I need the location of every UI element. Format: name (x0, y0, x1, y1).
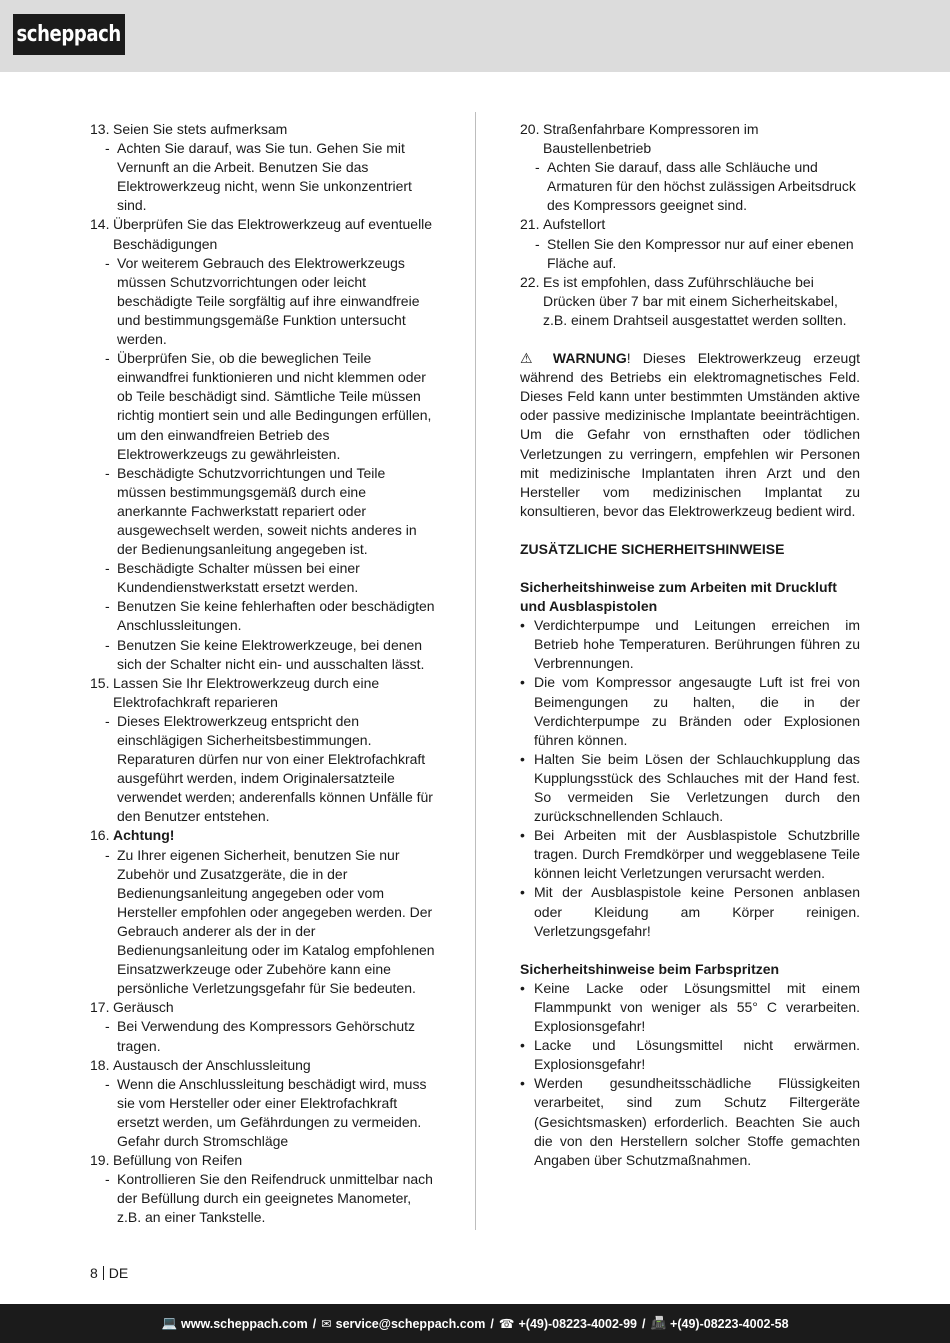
list-item-21: 21. Aufstellort (520, 216, 606, 233)
fax-number: +(49)-08223-4002-58 (670, 1316, 789, 1331)
list-item-19: 19. Befüllung von Reifen (90, 1152, 243, 1169)
list-item-22: 22. Es ist empfohlen, dass Zuführschläuche bei Drücken über 7 bar mit einem Sicherheitskabel, z.B. einem Drahtseil ausgestattet werden sollten. (520, 273, 847, 328)
left-column (90, 120, 436, 1227)
computer-icon: 💻 (161, 1316, 178, 1330)
bullet-item: • Werden gesundheitsschädliche Flüssigkeiten verarbeitet, sind zum Schutz Filtergeräte (Gesichtsmasken) erforderlich. Beachten Sie auch die von den Herstellern solcher Stoffe gemachten Angaben über Schutzmaßnahmen. (520, 1074, 860, 1169)
list-item-13: 13. Seien Sie stets aufmerksam (90, 121, 288, 137)
header-bar (0, 0, 950, 72)
list-subitem: - Vor weiterem Gebrauch des Elektrowerkzeugs müssen Schutzvorrichtungen oder leicht beschädigte Teile sorgfältig auf ihre einwandfreie und bestimmungsgemäße Funktion untersucht werden. (90, 254, 436, 349)
subsection-title-farbspritzen: Sicherheitshinweise beim Farbspritzen (520, 960, 780, 977)
list-item-14: 14. Überprüfen Sie das Elektrowerkzeug auf eventuelle Beschädigungen (90, 216, 433, 252)
phone-number[interactable]: +(49)-08223-4002-99 (518, 1316, 637, 1331)
list-subitem: - Überprüfen Sie, ob die beweglichen Teile einwandfrei funktionieren und nicht klemmen oder ob Teile beschädigt sind. Sämtliche Teile müssen richtig montiert sein und alle Bedingungen erfüllen, um den einwandfreien Betrieb des Elektrowerkzeugs zu gewährleisten. (90, 349, 436, 464)
email-link[interactable]: service@scheppach.com (335, 1316, 486, 1331)
phone-icon: ☎ (498, 1317, 515, 1331)
list-subitem: - Benutzen Sie keine fehlerhaften oder beschädigten Anschlussleitungen. (90, 597, 436, 635)
bullet-item: • Lacke und Lösungsmittel nicht erwärmen. Explosionsgefahr! (520, 1036, 860, 1074)
list-subitem: - Beschädigte Schalter müssen bei einer Kundendienstwerkstatt ersetzt werden. (90, 559, 436, 597)
mail-icon: ✉ (321, 1317, 332, 1331)
warning-paragraph (520, 349, 860, 521)
list-item-17: 17. Geräusch (90, 999, 174, 1016)
section-title: ZUSÄTZLICHE SICHERHEITSHINWEISE (520, 540, 785, 557)
warning-icon: ⚠ (520, 350, 541, 367)
bullet-item: • Mit der Ausblaspistole keine Personen anblasen oder Kleidung am Körper reinigen. Verletzungsgefahr! (520, 883, 860, 940)
bullet-item: • Keine Lacke oder Lösungsmittel mit einem Flammpunkt von weniger als 55° C verarbeiten. Explosionsgefahr! (520, 979, 860, 1036)
list-subitem: - Achten Sie darauf, dass alle Schläuche und Armaturen für den höchst zulässigen Arbeitsdruck des Kompressors geeignet sind. (520, 158, 860, 215)
bullet-item: • Verdichterpumpe und Leitungen erreichen im Betrieb hohe Temperaturen. Berührungen führen zu Verbrennungen. (520, 616, 860, 673)
warning-label: WARNUNG (552, 350, 627, 367)
list-subitem: - Zu Ihrer eigenen Sicherheit, benutzen Sie nur Zubehör und Zusatzgeräte, die in der Bedienungsanleitung angegeben oder vom Hersteller empfohlen oder angegeben werden. Der Gebrauch anderer als der in der Bedienungsanleitung oder im Katalog empfohlenen Einsatzwerkzeuge oder Zubehöre kann eine persönliche Verletzungsgefahr für Sie bedeuten. (90, 846, 436, 999)
list-subitem: - Wenn die Anschlussleitung beschädigt wird, muss sie vom Hersteller oder einer Elektrofachkraft ersetzt werden, um Gefährdungen zu vermeiden. Gefahr durch Stromschläge (90, 1075, 436, 1151)
bullet-item: • Bei Arbeiten mit der Ausblaspistole Schutzbrille tragen. Durch Fremdkörper und weggeblasene Teile können leicht Verletzungen verursacht werden. (520, 826, 860, 883)
list-item-18: 18. Austausch der Anschlussleitung (90, 1056, 311, 1073)
page-number: 8 DE (90, 1265, 129, 1281)
footer-bar: 💻 www.scheppach.com / ✉ service@scheppach.com / ☎ +(49)-08223-4002-99 / 📠 +(49)-08223-4002-58 (0, 1304, 950, 1343)
list-subitem: - Stellen Sie den Kompressor nur auf einer ebenen Fläche auf. (520, 235, 860, 273)
warning-text: ! Dieses Elektrowerkzeug erzeugt während des Betriebs ein elektromagnetisches Feld. Dieses Feld kann unter bestimmten Umständen aktive oder passive medizinische Implantate beeinträchtigen. Um die Gefahr von ernsthaften oder tödlichen Verletzungen zu verringern, empfehlen wir Personen mit medizinische Implantaten ihren Arzt und den Hersteller vom medizinischen Implantat zu konsultieren, bevor das Elektrowerkzeug bedient wird. (520, 350, 860, 519)
scheppach-logo[interactable]: scheppach (13, 14, 125, 55)
column-divider (475, 112, 476, 1230)
fax-icon: 📠 (650, 1316, 667, 1330)
list-subitem: - Dieses Elektrowerkzeug entspricht den einschlägigen Sicherheitsbestimmungen. Reparaturen dürfen nur von einer Elektrofachkraft ausgeführt werden, indem Originalersatzteile verwendet werden; anderenfalls können Unfälle für den Benutzer entstehen. (90, 712, 436, 827)
list-item-16: 16. Achtung! (90, 827, 175, 844)
list-subitem: - Bei Verwendung des Kompressors Gehörschutz tragen. (90, 1017, 436, 1055)
bullet-item: • Die vom Kompressor angesaugte Luft ist frei von Beimengungen zu halten, die in der Verdichterpumpe zu Bränden oder Explosionen führen können. (520, 673, 860, 749)
bullet-item: • Halten Sie beim Lösen der Schlauchkupplung das Kupplungsstück des Schlauches mit der Hand fest. So vermeiden Sie Verletzungen durch den zurückschnellenden Schlauch. (520, 750, 860, 826)
right-column (520, 120, 860, 1170)
website-link[interactable]: www.scheppach.com (181, 1316, 308, 1331)
list-subitem: - Benutzen Sie keine Elektrowerkzeuge, bei denen sich der Schalter nicht ein- und ausschalten lässt. (90, 636, 436, 674)
list-subitem: - Kontrollieren Sie den Reifendruck unmittelbar nach der Befüllung durch ein geeignetes Manometer, z.B. an einer Tankstelle. (90, 1170, 436, 1227)
subsection-title-druckluft: Sicherheitshinweise zum Arbeiten mit Druckluft und Ausblaspistolen (520, 578, 837, 615)
list-item-20: 20. Straßenfahrbare Kompressoren im Baustellenbetrieb (520, 121, 759, 157)
list-subitem: - Beschädigte Schutzvorrichtungen und Teile müssen bestimmungsgemäß durch eine anerkannte Fachwerkstatt repariert oder ausgewechselt werden, soweit nichts anderes in der Bedienungsanleitung angegeben ist. (90, 464, 436, 559)
list-item-15: 15. Lassen Sie Ihr Elektrowerkzeug durch eine Elektrofachkraft reparieren (90, 674, 380, 710)
list-subitem: - Achten Sie darauf, was Sie tun. Gehen Sie mit Vernunft an die Arbeit. Benutzen Sie das Elektrowerkzeug nicht, wenn Sie unkonzentriert sind. (90, 139, 436, 215)
